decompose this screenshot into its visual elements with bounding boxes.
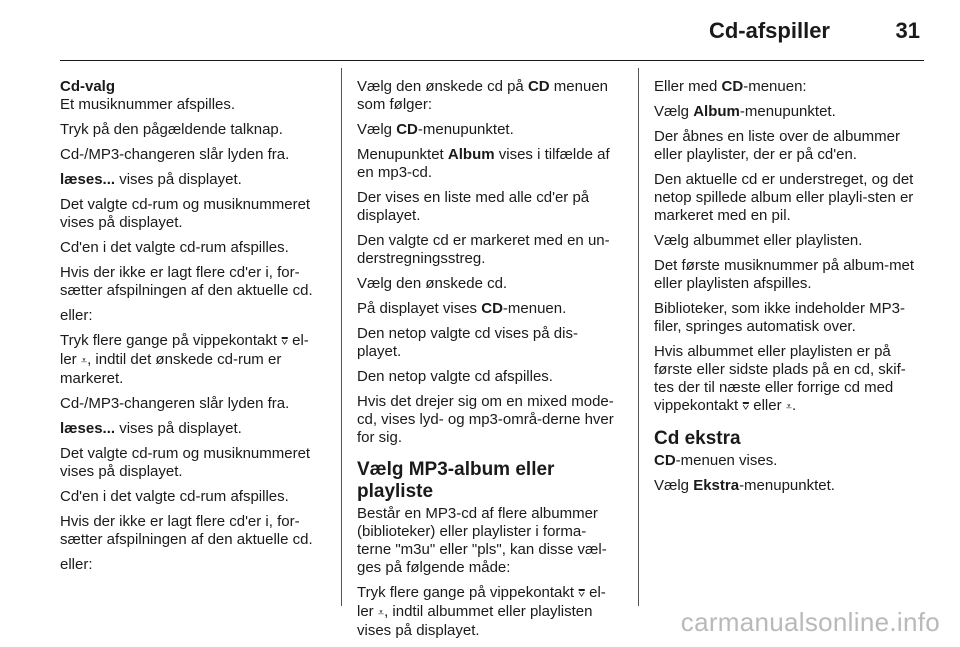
paragraph-text: Vælg: [357, 121, 397, 138]
paragraph-text: Vælg den ønskede cd på: [357, 78, 528, 95]
paragraph: [357, 121, 619, 139]
paragraph: Cd'en i det valgte cd-rum afspilles.: [60, 488, 289, 505]
paragraph: eller:: [60, 556, 93, 573]
paragraph: [357, 584, 619, 640]
paragraph: Biblioteker, som ikke indeholder MP3-filer, springes automatisk over.: [654, 300, 905, 335]
display-text: læses...: [60, 420, 116, 437]
paragraph: [654, 452, 916, 470]
paragraph: Et musiknummer afspilles.: [60, 96, 236, 113]
paragraph: Hvis der ikke er lagt flere cd'er i, for-sætter afspilningen af den aktuelle cd.: [60, 513, 313, 548]
paragraph-text: , indtil det ønskede cd-rum er markeret.: [60, 351, 282, 387]
paragraph-text: menuen som følger:: [357, 78, 608, 113]
rocker-down-icon: ⩢: [578, 588, 585, 600]
paragraph: [60, 171, 322, 189]
paragraph: [654, 103, 916, 121]
paragraph: [357, 300, 619, 318]
paragraph-text: Tryk flere gange på vippekontakt: [357, 584, 579, 601]
rocker-up-icon: ⩡: [377, 607, 385, 619]
display-text: læses...: [60, 171, 116, 188]
paragraph: Der åbnes en liste over de albummer eller playlister, der er på cd'en.: [654, 128, 900, 163]
paragraph: [654, 343, 916, 416]
page-number: 31: [895, 18, 920, 43]
paragraph: eller:: [60, 307, 93, 324]
paragraph-text: -menuen:: [743, 78, 807, 95]
paragraph: Består en MP3-cd af flere albummer (biblioteker) eller playlister i forma-terne "m3u" eller "pls", kan disse væl-ges på følgende måde:: [357, 505, 607, 576]
paragraph: Cd-/MP3-changeren slår lyden fra.: [60, 146, 290, 163]
paragraph: [60, 420, 322, 438]
rocker-down-icon: ⩢: [742, 401, 750, 413]
paragraph: Den netop valgte cd afspilles.: [357, 368, 553, 385]
paragraph: [654, 78, 916, 96]
paragraph-text: Vælg: [654, 477, 694, 494]
menu-name: CD: [721, 78, 744, 95]
page-title: Cd-afspiller: [708, 18, 830, 43]
column-divider-1: [341, 68, 342, 606]
menu-name: Ekstra: [693, 477, 740, 494]
column-divider-2: [638, 68, 639, 606]
paragraph: Det valgte cd-rum og musiknummeret vises på displayet.: [60, 196, 311, 231]
paragraph: Hvis det drejer sig om en mixed mode-cd, vises lyd- og mp3-områ-derne hver for sig.: [357, 393, 614, 446]
paragraph-text: eller: [749, 397, 786, 414]
paragraph-text: Tryk flere gange på vippekontakt: [60, 332, 282, 349]
subheading-cd-valg: Cd-valg: [60, 78, 116, 95]
paragraph-text: -menuen.: [502, 300, 567, 317]
paragraph: Den netop valgte cd vises på dis-playet.: [357, 325, 578, 360]
paragraph: Vælg albummet eller playlisten.: [654, 232, 863, 249]
paragraph-text: Menupunktet: [357, 146, 448, 163]
paragraph-text: -menuen vises.: [675, 452, 778, 469]
column-3: [654, 78, 916, 502]
menu-name: Album: [693, 103, 740, 120]
paragraph: [654, 477, 916, 495]
paragraph-text: -menupunktet.: [417, 121, 514, 138]
rocker-down-icon: ⩢: [281, 336, 288, 348]
paragraph: [357, 78, 619, 114]
paragraph-text: , indtil albummet eller playlisten vises på displayet.: [357, 603, 593, 639]
menu-name: CD: [481, 300, 503, 317]
paragraph: Den aktuelle cd er understreget, og det netop spillede album eller playli-sten er markeret med en pil.: [654, 171, 914, 224]
paragraph: Der vises en liste med alle cd'er på displayet.: [357, 189, 590, 224]
paragraph: Det valgte cd-rum og musiknummeret vises på displayet.: [60, 445, 311, 480]
paragraph: Vælg den ønskede cd.: [357, 275, 508, 292]
paragraph: [357, 146, 619, 182]
rocker-up-icon: ⩡: [80, 355, 88, 367]
paragraph-text: vises på displayet.: [115, 171, 242, 188]
paragraph-text: .: [792, 397, 797, 414]
paragraph-text: Vælg: [654, 103, 694, 120]
column-1: [60, 78, 322, 581]
menu-name: CD: [527, 78, 550, 95]
column-2: [357, 78, 619, 647]
section-heading-mp3-album: Vælg MP3-album eller playliste: [357, 459, 555, 502]
paragraph-text: Eller med: [654, 78, 722, 95]
watermark: carmanualsonline.info: [680, 607, 940, 637]
paragraph-text: -menupunktet.: [739, 477, 835, 494]
paragraph: [60, 332, 322, 388]
paragraph: Det første musiknummer på album-met eller playlisten afspilles.: [654, 257, 915, 292]
rocker-up-icon: ⩡: [785, 401, 792, 413]
paragraph-text: vises på displayet.: [115, 420, 242, 437]
paragraph-text: -menupunktet.: [739, 103, 836, 120]
paragraph-text: Hvis albummet eller playlisten er på første eller sidste plads på en cd, skif-tes der til næste eller forrige cd med vippekontakt: [654, 343, 906, 414]
paragraph-text: el-ler: [60, 332, 309, 368]
paragraph: Cd'en i det valgte cd-rum afspilles.: [60, 239, 289, 256]
paragraph: Hvis der ikke er lagt flere cd'er i, for-sætter afspilningen af den aktuelle cd.: [60, 264, 313, 299]
paragraph-text: vises i tilfælde af en mp3-cd.: [357, 146, 610, 181]
section-heading-cd-ekstra: Cd ekstra: [654, 428, 741, 449]
paragraph-text: På displayet vises: [357, 300, 482, 317]
paragraph: Den valgte cd er markeret med en un-derstregningsstreg.: [357, 232, 610, 267]
header-rule: [60, 60, 924, 61]
menu-name: CD: [396, 121, 418, 138]
menu-name: Album: [447, 146, 495, 163]
paragraph-text: el-ler: [357, 584, 606, 620]
paragraph: Tryk på den pågældende talknap.: [60, 121, 283, 138]
menu-name: CD: [654, 452, 676, 469]
paragraph: Cd-/MP3-changeren slår lyden fra.: [60, 395, 290, 412]
